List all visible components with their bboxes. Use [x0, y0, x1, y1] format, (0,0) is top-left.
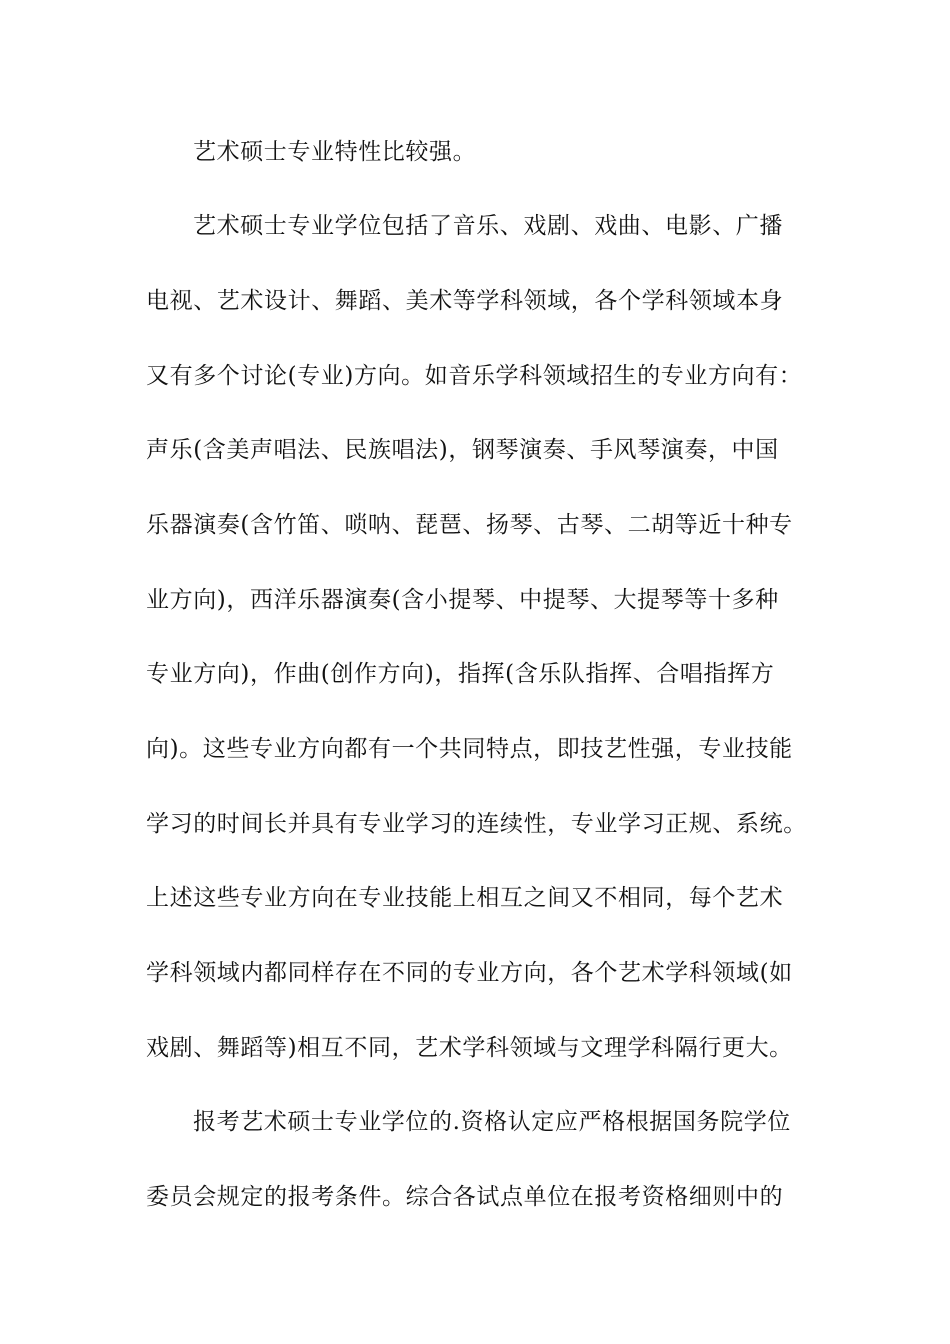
paragraph-2-line-9: 学习的时间长并具有专业学习的连续性，专业学习正规、系统。	[146, 811, 807, 837]
paragraph-2-line-2: 电视、艺术设计、舞蹈、美术等学科领域，各个学科领域本身	[146, 288, 784, 314]
paragraph-2-line-4: 声乐(含美声唱法、民族唱法)，钢琴演奏、手风琴演奏，中国	[146, 437, 779, 463]
paragraph-2-line-1: 艺术硕士专业学位包括了音乐、戏剧、戏曲、电影、广播	[193, 213, 783, 239]
paragraph-2-line-5: 乐器演奏(含竹笛、唢呐、琵琶、扬琴、古琴、二胡等近十种专	[146, 512, 793, 538]
paragraph-1-line-1: 艺术硕士专业特性比较强。	[193, 139, 477, 165]
paragraph-2-line-11: 学科领域内都同样存在不同的专业方向，各个艺术学科领域(如	[146, 960, 793, 986]
paragraph-2-line-8: 向)。这些专业方向都有一个共同特点，即技艺性强，专业技能	[146, 736, 793, 762]
paragraph-2-line-3: 又有多个讨论(专业)方向。如音乐学科领域招生的专业方向有：	[146, 363, 803, 389]
paragraph-2-line-7: 专业方向)，作曲(创作方向)，指挥(含乐队指挥、合唱指挥方	[146, 661, 775, 687]
paragraph-2-line-12: 戏剧、舞蹈等)相互不同，艺术学科领域与文理学科隔行更大。	[146, 1035, 793, 1061]
paragraph-2-line-6: 业方向)，西洋乐器演奏(含小提琴、中提琴、大提琴等十多种	[146, 587, 779, 613]
paragraph-3-line-2: 委员会规定的报考条件。综合各试点单位在报考资格细则中的	[146, 1184, 784, 1210]
paragraph-3-line-1: 报考艺术硕士专业学位的.资格认定应严格根据国务院学位	[193, 1109, 791, 1135]
paragraph-2-line-10: 上述这些专业方向在专业技能上相互之间又不相同，每个艺术	[146, 885, 784, 911]
